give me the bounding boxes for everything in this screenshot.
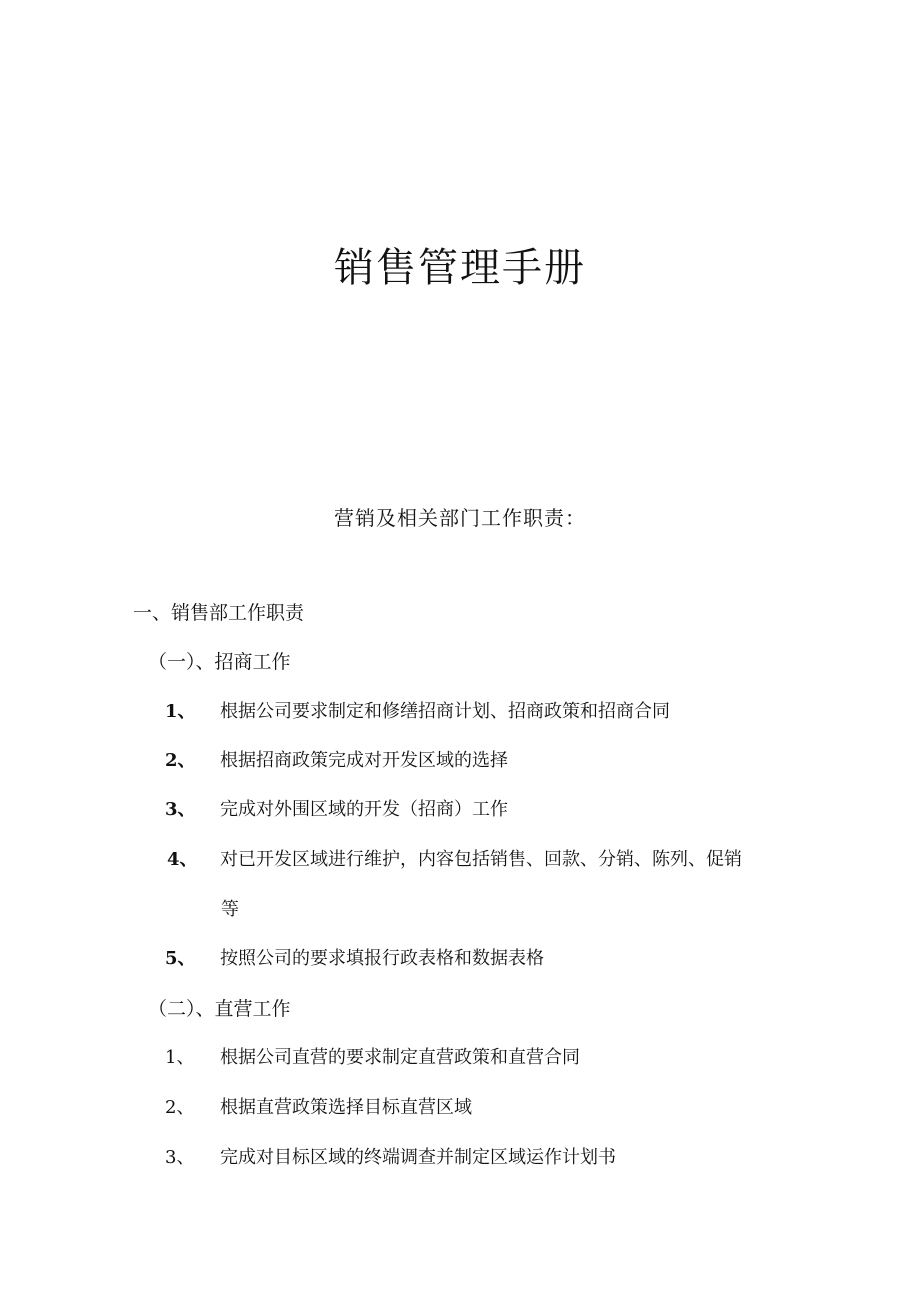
document-title: 销售管理手册 [334,245,586,291]
list-item [0,1043,920,1073]
list-item-number: 2、 [165,750,196,771]
list-item [0,1093,920,1123]
list-item-number: 5、 [165,948,196,969]
list-item-text: 根据直营政策选择目标直营区域 [220,1097,472,1118]
list-item [0,1143,920,1173]
list-item-text: 对已开发区域进行维护，内容包括销售、回款、分销、陈列、促销 [220,849,742,870]
list-item [0,944,920,974]
list-item-number: 3、 [165,799,196,820]
list-item-number: 2、 [165,1097,195,1118]
list-item-text: 根据公司直营的要求制定直营政策和直营合同 [220,1047,580,1068]
section-heading: 一、销售部工作职责 [133,602,305,624]
list-item [0,746,920,776]
list-item [0,795,920,825]
subsection-heading-recruitment: （一）、招商工作 [148,651,291,673]
list-item-text: 根据公司要求制定和修缮招商计划、招商政策和招商合同 [220,701,670,722]
subsection-heading-direct-operation: （二）、直营工作 [148,998,291,1020]
document-subtitle: 营销及相关部门工作职责： [334,506,586,530]
list-item-text: 根据招商政策完成对开发区域的选择 [220,750,508,771]
list-item-continuation: 等 [221,899,239,920]
list-item-text: 完成对外围区域的开发（招商）工作 [220,799,508,820]
list-item-text: 按照公司的要求填报行政表格和数据表格 [220,948,544,969]
list-item-number: 4、 [167,849,198,870]
list-item-number: 1、 [165,701,196,722]
list-item [0,697,920,727]
list-item-number: 3、 [165,1147,195,1168]
list-item [0,845,920,875]
list-item-text: 完成对目标区域的终端调查并制定区域运作计划书 [220,1147,616,1168]
list-item-number: 1、 [165,1047,195,1068]
